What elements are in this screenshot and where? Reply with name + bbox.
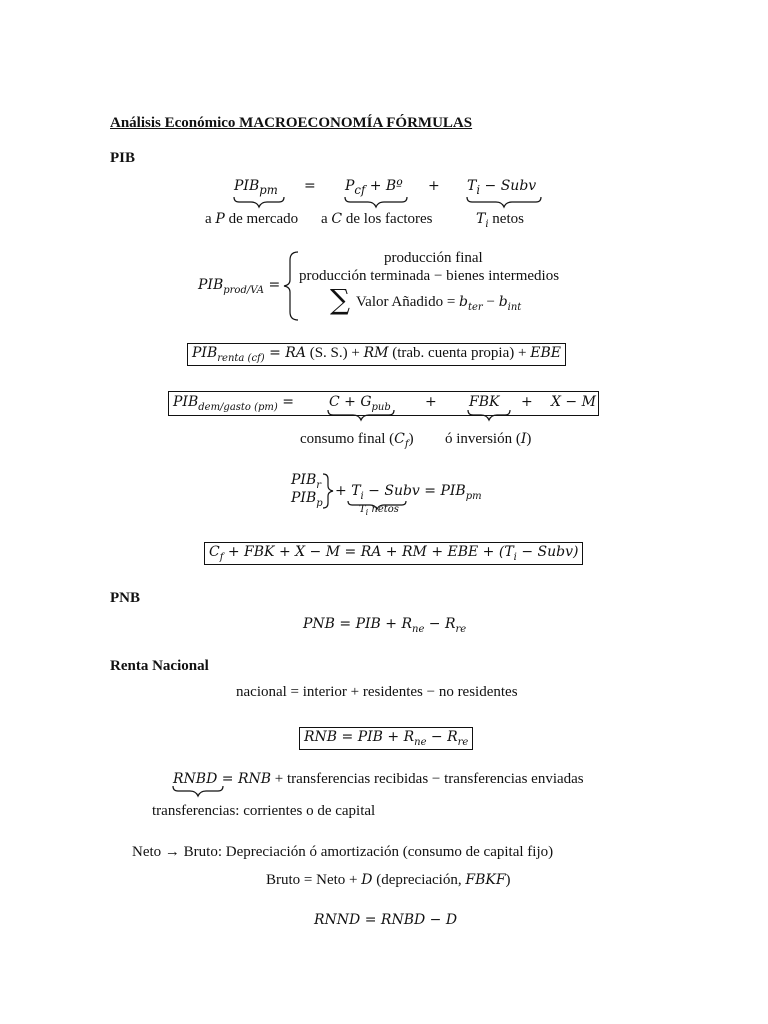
equals-sign: =: [304, 178, 316, 194]
renta-nacional-equation: nacional = interior + residentes − no residentes: [236, 684, 518, 700]
section-heading-pnb: PNB: [110, 590, 140, 606]
pib-renta-equation: $PIB_{renta (cf)}$ = RA (S. S.) + RM (trab. cuenta propia) + EBE: [187, 343, 566, 366]
ti-netos-label: $T_i$ netos: [359, 504, 399, 517]
bruto-equation: Bruto = Neto + D (depreciación, FBKF): [266, 872, 511, 888]
pib-pm-term: $PIB_{pm}$: [234, 178, 278, 197]
label-consumo-final: consumo final $(C_f)$: [300, 431, 414, 450]
pib-prod-term: $PIB_{prod/VA}$ =: [198, 277, 281, 296]
label-ti-netos: $T_i$ netos: [476, 211, 524, 230]
rnnd-equation: RNND = RNBD − D: [314, 912, 458, 928]
macro-identity-equation: $C_f$ + FBK + X − M = RA + RM + EBE + ($T_i$ − Subv): [204, 542, 583, 565]
consumo-term: $C + G_{pub}$: [329, 394, 391, 413]
section-heading-pib: PIB: [110, 150, 136, 166]
valor-anadido: Valor Añadido = $b_{ter} - b_{int}$: [356, 294, 522, 313]
rnbd-equation: RNBD = RNB + transferencias recibidas − transferencias enviadas: [173, 771, 584, 787]
transferencias-note: transferencias: corrientes o de capital: [152, 803, 376, 819]
page-title: Análisis Económico MACROECONOMÍA FÓRMULAS: [110, 115, 473, 131]
ti-subv-term: $T_i$ − Subv: [467, 178, 537, 197]
pib-dem-equation: $PIB_{dem/gasto (pm)}$ = $C + G_{pub}$ + FBK + X − M: [168, 391, 599, 416]
produccion-terminada: producción terminada − bienes intermedios: [299, 268, 560, 284]
pib-r-p-equation: $PIB_r$ $PIB_p$ + $T_i$ − Subv = $PIB_{pm}$ $T_i$ netos: [0, 470, 768, 520]
produccion-final: producción final: [384, 250, 483, 266]
label-inversion: ó inversión (I): [445, 431, 532, 447]
section-heading-renta-nacional: Renta Nacional: [110, 658, 209, 674]
rnb-equation: RNB = PIB + $R_{ne} - R_{re}$: [299, 727, 473, 750]
plus-sign: +: [428, 178, 440, 194]
label-precio-mercado: a P de mercado: [205, 211, 299, 227]
neto-bruto-line: Neto → Bruto: Depreciación ó amortización (consumo de capital fijo): [132, 844, 554, 860]
fbk-term: FBK: [469, 394, 500, 410]
label-coste-factores: a C de los factores: [321, 211, 433, 227]
pcf-term: $P_{cf}$ + Bº: [345, 178, 403, 197]
sigma-symbol: ∑: [330, 283, 350, 316]
pnb-equation: PNB = PIB + $R_{ne} - R_{re}$: [303, 616, 467, 635]
